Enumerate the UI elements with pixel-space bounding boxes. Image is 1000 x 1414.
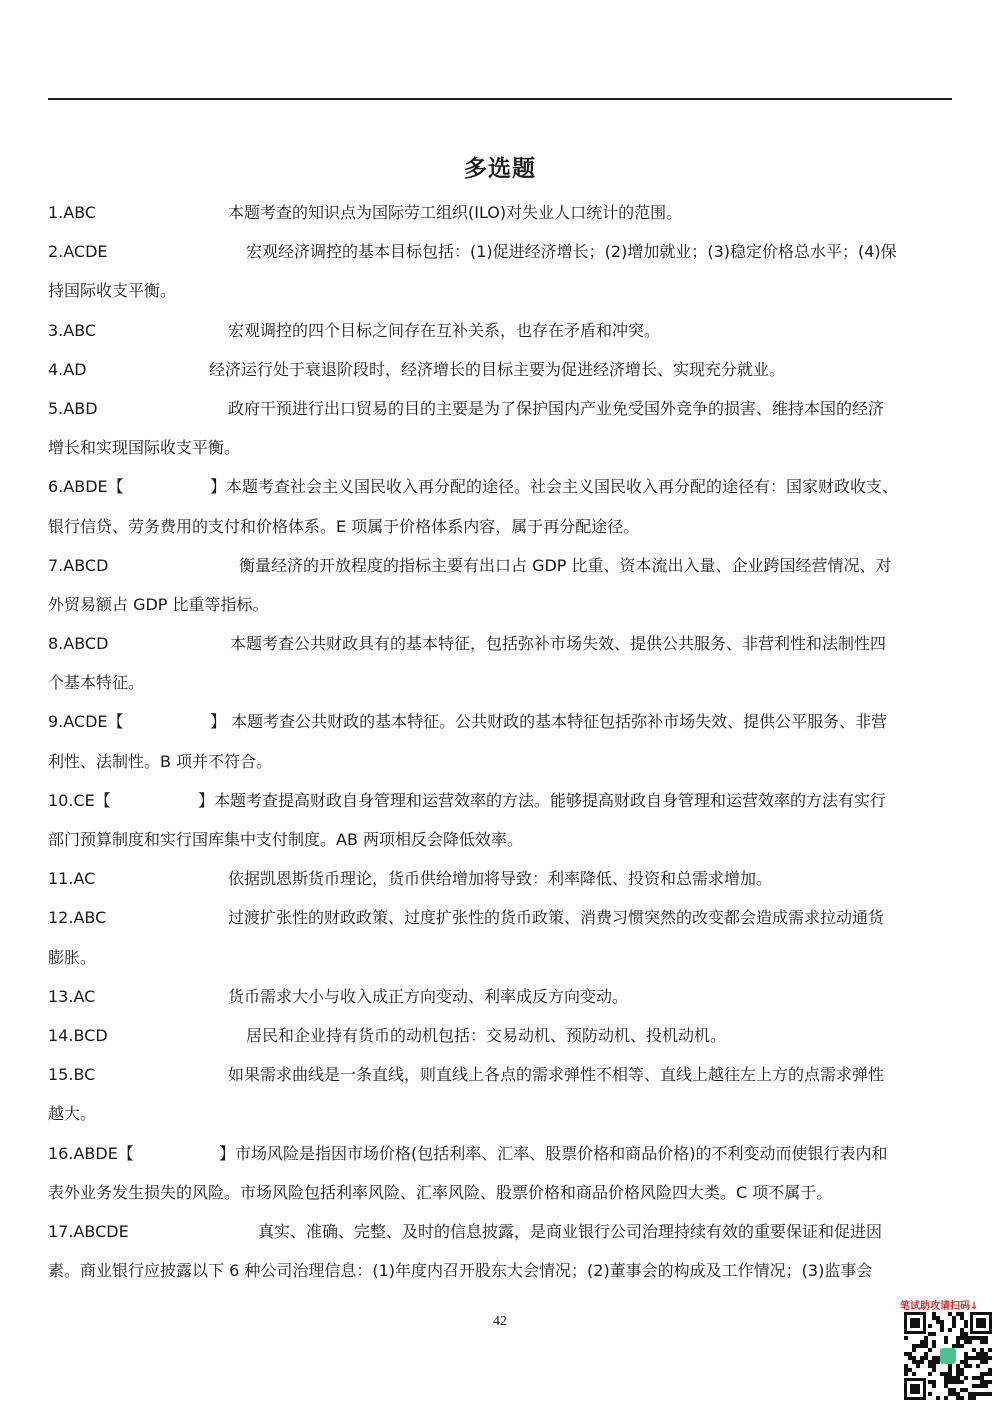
- answer-continuation-line: [48, 669, 952, 708]
- answer-key: 14.BCD: [48, 1025, 108, 1045]
- answer-line: [48, 630, 952, 669]
- answer-line: [48, 317, 952, 356]
- answer-line: [48, 356, 952, 395]
- answer-key: 2.ACDE: [48, 242, 108, 262]
- answer-explanation: 个基本特征。: [48, 673, 145, 693]
- answer-key: 13.AC: [48, 986, 96, 1006]
- answer-key: 7.ABCD: [48, 555, 109, 575]
- answer-explanation: 】 本题考查公共财政的基本特征。公共财政的基本特征包括弥补市场失效、提供公平服务、非营: [210, 712, 888, 732]
- answer-explanation: 部门预算制度和实行国库集中支付制度。AB 两项相反会降低效率。: [48, 830, 524, 849]
- answer-continuation-line: [48, 513, 952, 552]
- answer-explanation: 宏观经济调控的基本目标包括：(1)促进经济增长；(2)增加就业；(3)稳定价格总水平；(4)保: [246, 242, 897, 262]
- answer-continuation-line: [48, 944, 952, 983]
- answer-line: [48, 1061, 952, 1100]
- answer-explanation: 居民和企业持有货币的动机包括：交易动机、预防动机、投机动机。: [246, 1025, 727, 1045]
- answer-explanation: 膨胀。: [48, 947, 97, 967]
- answer-continuation-line: [48, 826, 952, 865]
- answer-line: [48, 1218, 952, 1257]
- answer-explanation: 如果需求曲线是一条直线，则直线上各点的需求弹性不相等、直线上越往左上方的点需求弹性: [228, 1065, 885, 1085]
- answer-key: 12.ABC: [48, 908, 107, 928]
- answer-line: [48, 238, 952, 277]
- answer-explanation: 越大。: [48, 1104, 97, 1124]
- answer-key: 1.ABC: [48, 203, 97, 222]
- answer-explanation: 】本题考查社会主义国民收入再分配的途径。社会主义国民收入再分配的途径有：国家财政收支、: [210, 477, 899, 497]
- answer-explanation: 银行信贷、劳务费用的支付和价格体系。E 项属于价格体系内容，属于再分配途径。: [48, 516, 640, 536]
- answer-explanation: 货币需求大小与收入成正方向变动、利率成反方向变动。: [228, 986, 629, 1006]
- answer-explanation: 本题考查的知识点为国际劳工组织(ILO)对失业人口统计的范围。: [228, 203, 683, 222]
- answer-explanation: 持国际收支平衡。: [48, 281, 177, 301]
- answer-key: 6.ABDE【: [48, 477, 124, 497]
- answer-explanation: 表外业务发生损失的风险。市场风险包括利率风险、汇率风险、股票价格和商品价格风险四大类。C 项不属于。: [48, 1182, 833, 1202]
- answer-key: 17.ABCDE: [48, 1221, 129, 1241]
- answer-line: [48, 787, 952, 826]
- answer-key: 16.ABDE【: [48, 1143, 134, 1163]
- answer-explanation: 真实、准确、完整、及时的信息披露，是商业银行公司治理持续有效的重要保证和促进因: [258, 1221, 883, 1241]
- answer-continuation-line: [48, 591, 952, 630]
- answer-line: [48, 552, 952, 591]
- answer-line: [48, 1140, 952, 1179]
- answer-list: [48, 199, 952, 1296]
- answer-key: 10.CE【: [48, 790, 111, 810]
- answer-continuation-line: [48, 748, 952, 787]
- answer-explanation: 过渡扩张性的财政政策、过度扩张性的货币政策、消费习惯突然的改变都会造成需求拉动通货: [228, 908, 885, 928]
- answer-explanation: 依据凯恩斯货币理论，货币供给增加将导致：利率降低、投资和总需求增加。: [228, 869, 773, 889]
- answer-explanation: 衡量经济的开放程度的指标主要有出口占 GDP 比重、资本流出入量、企业跨国经营情况、对: [239, 555, 892, 575]
- answer-explanation: 素。商业银行应披露以下 6 种公司治理信息：(1)年度内召开股东大会情况；(2)董事会的构成及工作情况；(3)监事会: [48, 1261, 873, 1281]
- answer-continuation-line: [48, 1257, 952, 1296]
- answer-continuation-line: [48, 1100, 952, 1139]
- answer-line: [48, 865, 952, 904]
- answer-explanation: 】市场风险是指因市场价格(包括利率、汇率、股票价格和商品价格)的不利变动而使银行表内和: [219, 1143, 888, 1163]
- answer-line: [48, 395, 952, 434]
- answer-continuation-line: [48, 1179, 952, 1218]
- answer-key: 4.AD: [48, 359, 87, 379]
- answer-explanation: 经济运行处于衰退阶段时，经济增长的目标主要为促进经济增长、实现充分就业。: [209, 359, 786, 379]
- answer-explanation: 宏观调控的四个目标之间存在互补关系，也存在矛盾和冲突。: [228, 320, 661, 340]
- answer-key: 5.ABD: [48, 398, 98, 418]
- answer-key: 8.ABCD: [48, 634, 109, 654]
- answer-explanation: 外贸易额占 GDP 比重等指标。: [48, 594, 269, 614]
- answer-key: 11.AC: [48, 869, 96, 889]
- answer-key: 15.BC: [48, 1065, 96, 1085]
- page-title: 多选题: [464, 156, 536, 182]
- answer-continuation-line: [48, 434, 952, 473]
- answer-explanation: 增长和实现国际收支平衡。: [48, 438, 241, 458]
- answer-line: [48, 708, 952, 747]
- header-rule: [48, 98, 952, 100]
- answer-line: [48, 904, 952, 943]
- qr-caption: 笔试助攻请扫码↓: [900, 1301, 979, 1312]
- answer-continuation-line: [48, 277, 952, 316]
- answer-line: [48, 1022, 952, 1061]
- answer-line: [48, 473, 952, 512]
- answer-explanation: 本题考查公共财政具有的基本特征，包括弥补市场失效、提供公共服务、非营利性和法制性四: [230, 634, 887, 654]
- page-number: 42: [493, 1314, 507, 1329]
- answer-key: 9.ACDE【: [48, 712, 124, 732]
- answer-explanation: 政府干预进行出口贸易的目的主要是为了保护国内产业免受国外竞争的损害、维持本国的经济: [228, 398, 885, 418]
- answer-line: [48, 199, 952, 238]
- answer-key: 3.ABC: [48, 320, 97, 340]
- answer-explanation: 】本题考查提高财政自身管理和运营效率的方法。能够提高财政自身管理和运营效率的方法有实行: [198, 790, 887, 810]
- answer-line: [48, 983, 952, 1022]
- qr-code-icon[interactable]: [904, 1312, 992, 1400]
- answer-explanation: 利性、法制性。B 项并不符合。: [48, 751, 273, 771]
